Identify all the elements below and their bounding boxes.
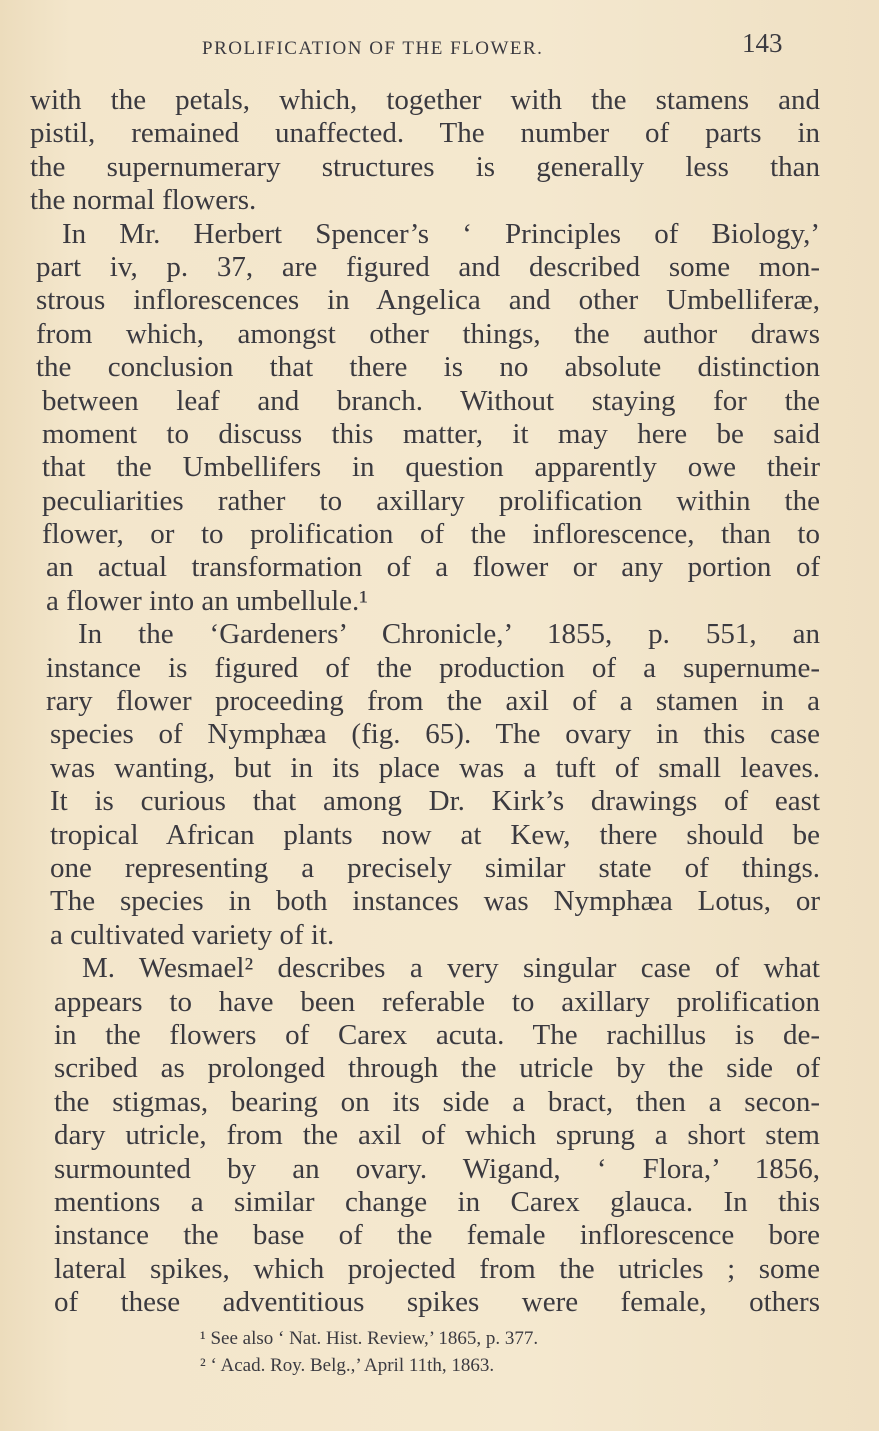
text-line: the stigmas, bearing on its side a bract, then a secon-: [54, 1085, 820, 1118]
text-line: a flower into an umbellule.¹: [46, 584, 368, 617]
text-line: in the flowers of Carex acuta. The rachillus is de-: [54, 1018, 820, 1051]
text-line: peculiarities rather to axillary prolification within the: [42, 484, 820, 517]
page-number: 143: [742, 28, 783, 58]
text-line: the supernumerary structures is generally less than: [30, 150, 820, 183]
text-line: instance the base of the female inflorescence bore: [54, 1219, 820, 1252]
text-line: dary utricle, from the axil of which sprung a short stem: [54, 1119, 820, 1152]
text-line: with the petals, which, together with the stamens and: [30, 84, 820, 116]
page-header: [30, 30, 830, 70]
text-line: one representing a precisely similar state of things.: [50, 851, 820, 884]
text-line: scribed as prolonged through the utricle by the side of: [54, 1052, 820, 1085]
text-line: the normal flowers.: [30, 184, 257, 217]
text-line: between leaf and branch. Without staying for the: [42, 384, 820, 417]
text-line: strous inflorescences in Angelica and other Umbelliferæ,: [36, 284, 820, 317]
text-line: rary flower proceeding from the axil of a stamen in a: [46, 685, 820, 718]
text-line: It is curious that among Dr. Kirk’s drawings of east: [50, 785, 820, 818]
footnote: ¹ See also ‘ Nat. Hist. Review,’ 1865, p. 377.: [200, 1328, 539, 1349]
text-line: from which, amongst other things, the author draws: [36, 317, 820, 350]
text-line: lateral spikes, which projected from the utricles ; some: [54, 1252, 820, 1285]
text-line: moment to discuss this matter, it may here be said: [42, 417, 820, 450]
text-line: part iv, p. 37, are figured and described some mon-: [36, 250, 820, 283]
text-line: M. Wesmael² describes a very singular case of what: [82, 952, 820, 985]
footnote: ² ‘ Acad. Roy. Belg.,’ April 11th, 1863.: [200, 1355, 495, 1376]
text-line: of these adventitious spikes were female, others: [54, 1286, 820, 1319]
footnotes: [200, 1325, 720, 1379]
text-line: mentions a similar change in Carex glauca. In this: [54, 1185, 820, 1218]
body-text: [30, 84, 820, 1319]
text-line: tropical African plants now at Kew, there should be: [50, 818, 820, 851]
text-line: The species in both instances was Nymphæa Lotus, or: [50, 885, 820, 918]
text-line: flower, or to prolification of the inflorescence, than to: [42, 518, 820, 551]
text-line: pistil, remained unaffected. The number of parts in: [30, 117, 820, 150]
text-line: that the Umbellifers in question apparently owe their: [42, 451, 820, 484]
running-head: PROLIFICATION OF THE FLOWER.: [202, 38, 544, 59]
text-line: appears to have been referable to axillary prolification: [54, 985, 820, 1018]
text-line: an actual transformation of a flower or any portion of: [46, 551, 820, 584]
text-line: species of Nymphæa (fig. 65). The ovary in this case: [50, 718, 820, 751]
text-line: a cultivated variety of it.: [50, 918, 335, 951]
text-line: was wanting, but in its place was a tuft of small leaves.: [50, 751, 820, 784]
text-line: surmounted by an ovary. Wigand, ‘ Flora,’ 1856,: [54, 1152, 820, 1185]
text-line: the conclusion that there is no absolute distinction: [36, 351, 820, 384]
text-line: instance is figured of the production of a supernume-: [46, 651, 820, 684]
text-line: In Mr. Herbert Spencer’s ‘ Principles of Biology,’: [62, 217, 820, 250]
text-line: In the ‘Gardeners’ Chronicle,’ 1855, p. 551, an: [78, 618, 820, 651]
